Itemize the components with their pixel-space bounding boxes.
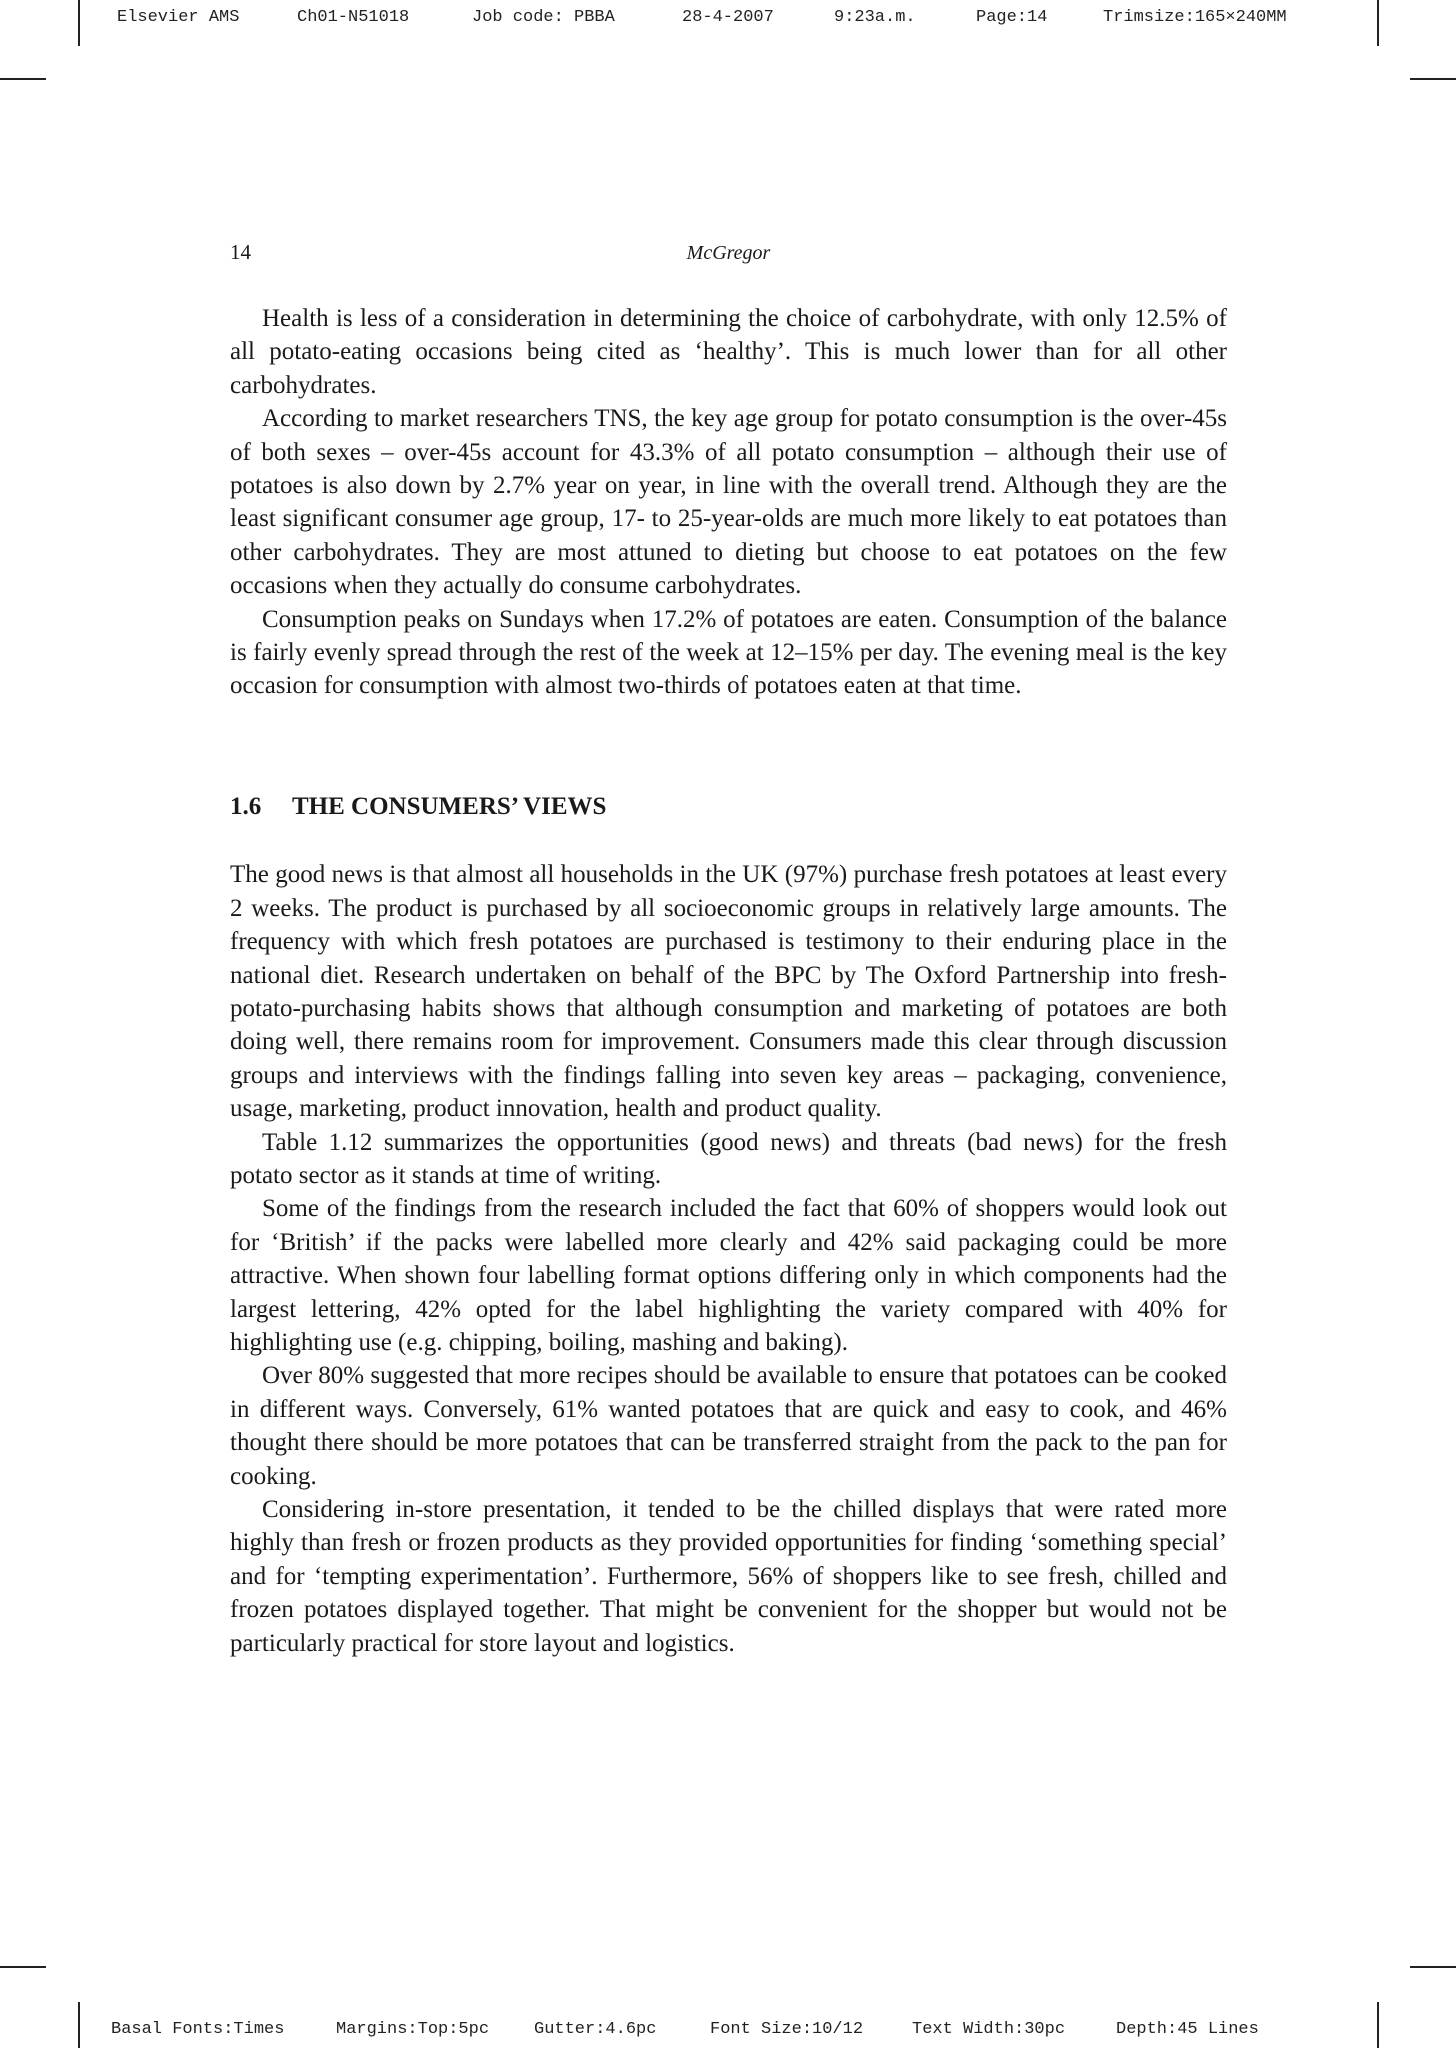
crop-mark-bottom-right-horizontal <box>1410 1966 1456 1968</box>
slug-job-code: Job code: PBBA <box>472 8 615 27</box>
body-text <box>230 302 1227 1660</box>
slug-trimsize: Trimsize:165×240MM <box>1103 8 1287 27</box>
crop-mark-top-right-horizontal <box>1410 78 1456 80</box>
paragraph: Over 80% suggested that more recipes should be available to ensure that potatoes can be cooked in different ways. Conversely, 61% wanted potatoes that are quick and easy to cook, and 46% thought there should be more potatoes that can be transferred straight from the pack to the pan for cooking. <box>230 1362 1227 1490</box>
page-number: 14 <box>230 240 251 264</box>
slug-font-size: Font Size:10/12 <box>710 2020 864 2039</box>
crop-mark-top-left-horizontal <box>0 78 46 80</box>
paragraph: Some of the findings from the research included the fact that 60% of shoppers would look out for ‘British’ if the packs were labelled more clearly and 42% said packaging could be more attractive. When shown four labelling format options differing only in which components had the largest lettering, 42% opted for the label highlighting the variety compared with 40% for highlighting use (e.g. chipping, boiling, mashing and baking). <box>230 1195 1227 1356</box>
paragraph: Considering in-store presentation, it tended to be the chilled displays that were rated more highly than fresh or frozen products as they provided opportunities for finding ‘something special’ and for ‘tempting experimentation’. Furthermore, 56% of shoppers like to see fresh, chilled and frozen potatoes displayed together. That might be convenient for the shopper but would not be particularly practical for store layout and logistics. <box>230 1496 1227 1657</box>
slug-page: Page:14 <box>976 8 1048 27</box>
section-number: 1.6 <box>230 792 262 820</box>
paragraph: Consumption peaks on Sundays when 17.2% of potatoes are eaten. Consumption of the balance is fairly evenly spread through the rest of the week at 12–15% per day. The evening meal is the key occasion for consumption with almost two-thirds of potatoes eaten at that time. <box>230 605 1227 700</box>
slug-margins: Margins:Top:5pc <box>336 2020 490 2039</box>
crop-mark-top-right-vertical <box>1377 0 1379 46</box>
section-heading <box>230 790 1227 823</box>
slug-time: 9:23a.m. <box>834 8 916 27</box>
section-title: THE CONSUMERS’ VIEWS <box>292 792 607 820</box>
paragraph: The good news is that almost all households in the UK (97%) purchase fresh potatoes at least every 2 weeks. The product is purchased by all socioeconomic groups in relatively large amounts. The frequency with which fresh potatoes are purchased is testimony to their enduring place in the national diet. Research undertaken on behalf of the BPC by The Oxford Partnership into fresh-potato-purchasing habits shows that although consumption and marketing of potatoes are both doing well, there remains room for improvement. Consumers made this clear through discussion groups and interviews with the findings falling into seven key areas – packaging, convenience, usage, marketing, product innovation, health and product quality. <box>230 861 1227 1123</box>
slug-basal-fonts: Basal Fonts:Times <box>111 2020 285 2039</box>
running-head <box>230 240 1227 270</box>
paragraph: Health is less of a consideration in determining the choice of carbohydrate, with only 12.5% of all potato-eating occasions being cited as ‘healthy’. This is much lower than for all other carbohydrates. <box>230 305 1227 399</box>
slug-date: 28-4-2007 <box>682 8 774 27</box>
paragraph: According to market researchers TNS, the key age group for potato consumption is the over-45s of both sexes – over-45s account for 43.3% of all potato consumption – although their use of potatoes is also down by 2.7% year on year, in line with the overall trend. Although they are the least significant consumer age group, 17- to 25-year-olds are much more likely to eat potatoes than other carbohydrates. They are most attuned to dieting but choose to eat potatoes on the few occasions when they actually do consume carbohydrates. <box>230 405 1227 600</box>
slug-line-top <box>0 8 1456 179</box>
crop-mark-top-left-vertical <box>78 0 80 46</box>
running-title: McGregor <box>686 242 771 264</box>
crop-mark-bottom-left-horizontal <box>0 1966 46 1968</box>
slug-line-bottom <box>0 2020 1456 2048</box>
slug-chapter: Ch01-N51018 <box>297 8 410 27</box>
slug-gutter: Gutter:4.6pc <box>534 2020 657 2039</box>
slug-depth: Depth:45 Lines <box>1116 2020 1259 2039</box>
slug-publisher: Elsevier AMS <box>117 8 240 27</box>
paragraph: Table 1.12 summarizes the opportunities (good news) and threats (bad news) for the fresh potato sector as it stands at time of writing. <box>230 1128 1227 1189</box>
slug-text-width: Text Width:30pc <box>912 2020 1066 2039</box>
